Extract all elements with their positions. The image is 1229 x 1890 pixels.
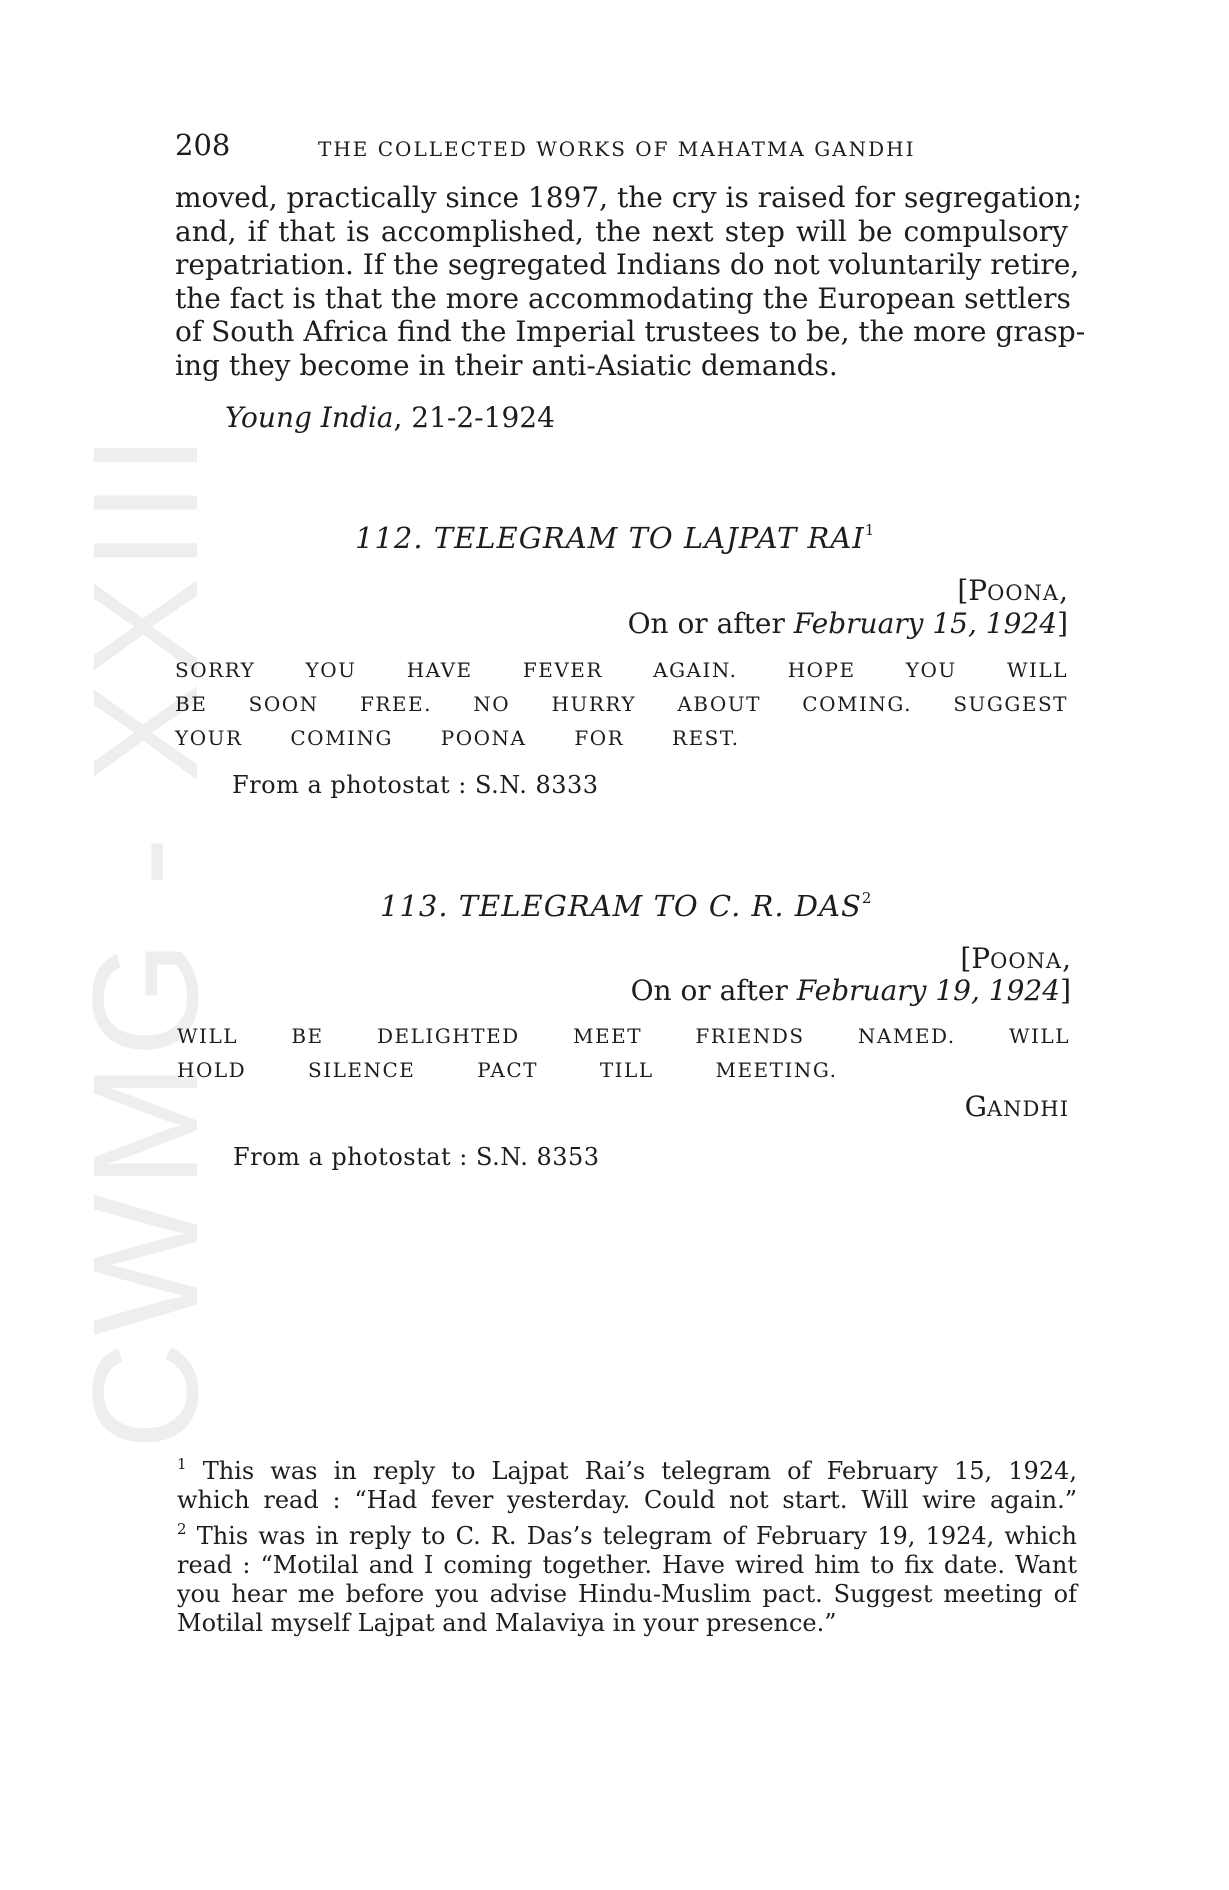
footnote-text: This was in reply to Lajpat Rai’s telegram of February 15, 1924, <box>186 1457 1077 1485</box>
intro-line: and, if that is accomplished, the next step will be compulsory <box>175 214 1068 248</box>
footnote-1-line: which read : “Had fever yesterday. Could not start. Will wire again.” <box>177 1486 1077 1514</box>
date-close: ] <box>1060 974 1071 1007</box>
place-name: OONA <box>987 581 1060 605</box>
date-value: February 19, 1924 <box>796 974 1061 1007</box>
footnote-ref-1: 1 <box>864 521 876 539</box>
telegram-line: BE SOON FREE. NO HURRY ABOUT COMING. SUGGEST <box>175 692 1068 716</box>
footnote-2-line: read : “Motilal and I coming together. Have wired him to fix date. Want <box>177 1551 1077 1579</box>
intro-line: ing they become in their anti-Asiatic demands. <box>175 348 838 382</box>
intro-source <box>225 401 555 435</box>
telegram-line: YOUR COMING POONA FOR REST. <box>175 726 740 750</box>
doc-113-telegram <box>177 1019 1070 1087</box>
intro-line: the fact is that the more accommodating the European settlers <box>175 281 1071 315</box>
doc-112-place <box>957 574 1068 610</box>
footnote-text: This was in reply to C. R. Das’s telegram of February 19, 1924, which <box>186 1522 1077 1550</box>
source-publication: Young India <box>225 401 394 434</box>
doc-112-date <box>628 607 1068 641</box>
place-comma: , <box>1059 574 1068 607</box>
footnote-mark-2: 2 <box>177 1520 187 1538</box>
watermark: CWMG - XXIII <box>61 428 229 1450</box>
doc-113-date <box>631 974 1071 1008</box>
signature <box>965 1090 1069 1126</box>
footnote-2-line <box>177 1515 1077 1551</box>
telegram-line: WILL BE DELIGHTED MEET FRIENDS NAMED. WILL <box>177 1024 1070 1048</box>
signature-initial: G <box>964 1090 987 1123</box>
date-close: ] <box>1057 607 1068 640</box>
doc-113-heading <box>380 880 872 924</box>
place-comma: , <box>1062 942 1071 975</box>
doc-112-title: 112. TELEGRAM TO LAJPAT RAI <box>355 521 865 555</box>
doc-112-source: From a photostat : S.N. 8333 <box>232 771 599 799</box>
place-bracket: [P <box>960 942 991 975</box>
doc-113-source: From a photostat : S.N. 8353 <box>233 1143 600 1171</box>
telegram-line: SORRY YOU HAVE FEVER AGAIN. HOPE YOU WILL <box>175 658 1068 682</box>
intro-paragraph <box>175 181 1086 382</box>
intro-line: of South Africa find the Imperial trustees to be, the more grasp- <box>175 315 1086 348</box>
page-number: 208 <box>175 128 231 162</box>
doc-112-heading <box>355 512 875 556</box>
date-prefix: On or after <box>630 974 797 1007</box>
doc-113-title: 113. TELEGRAM TO C. R. DAS <box>380 889 862 923</box>
place-name: OONA <box>990 949 1063 973</box>
footnote-ref-2: 2 <box>861 889 873 907</box>
intro-line: repatriation. If the segregated Indians do not voluntarily retire, <box>175 248 1080 281</box>
footnote-2-line: you hear me before you advise Hindu-Muslim pact. Suggest meeting of <box>177 1580 1077 1608</box>
footnote-mark-1: 1 <box>177 1455 187 1473</box>
intro-line: moved, practically since 1897, the cry is raised for segregation; <box>175 181 1083 214</box>
source-date: , 21-2-1924 <box>393 401 555 434</box>
place-bracket: [P <box>957 574 988 607</box>
date-prefix: On or after <box>627 607 794 640</box>
doc-113-place <box>960 942 1071 978</box>
telegram-line: HOLD SILENCE PACT TILL MEETING. <box>177 1058 838 1082</box>
footnote-2-line: Motilal myself Lajpat and Malaviya in your presence.” <box>177 1609 837 1637</box>
date-value: February 15, 1924 <box>793 607 1058 640</box>
doc-112-telegram <box>175 653 1068 755</box>
footnote-1-line <box>177 1450 1077 1486</box>
signature-rest: ANDHI <box>987 1097 1069 1121</box>
footnotes <box>177 1450 1077 1638</box>
running-title: THE COLLECTED WORKS OF MAHATMA GANDHI <box>318 137 916 161</box>
